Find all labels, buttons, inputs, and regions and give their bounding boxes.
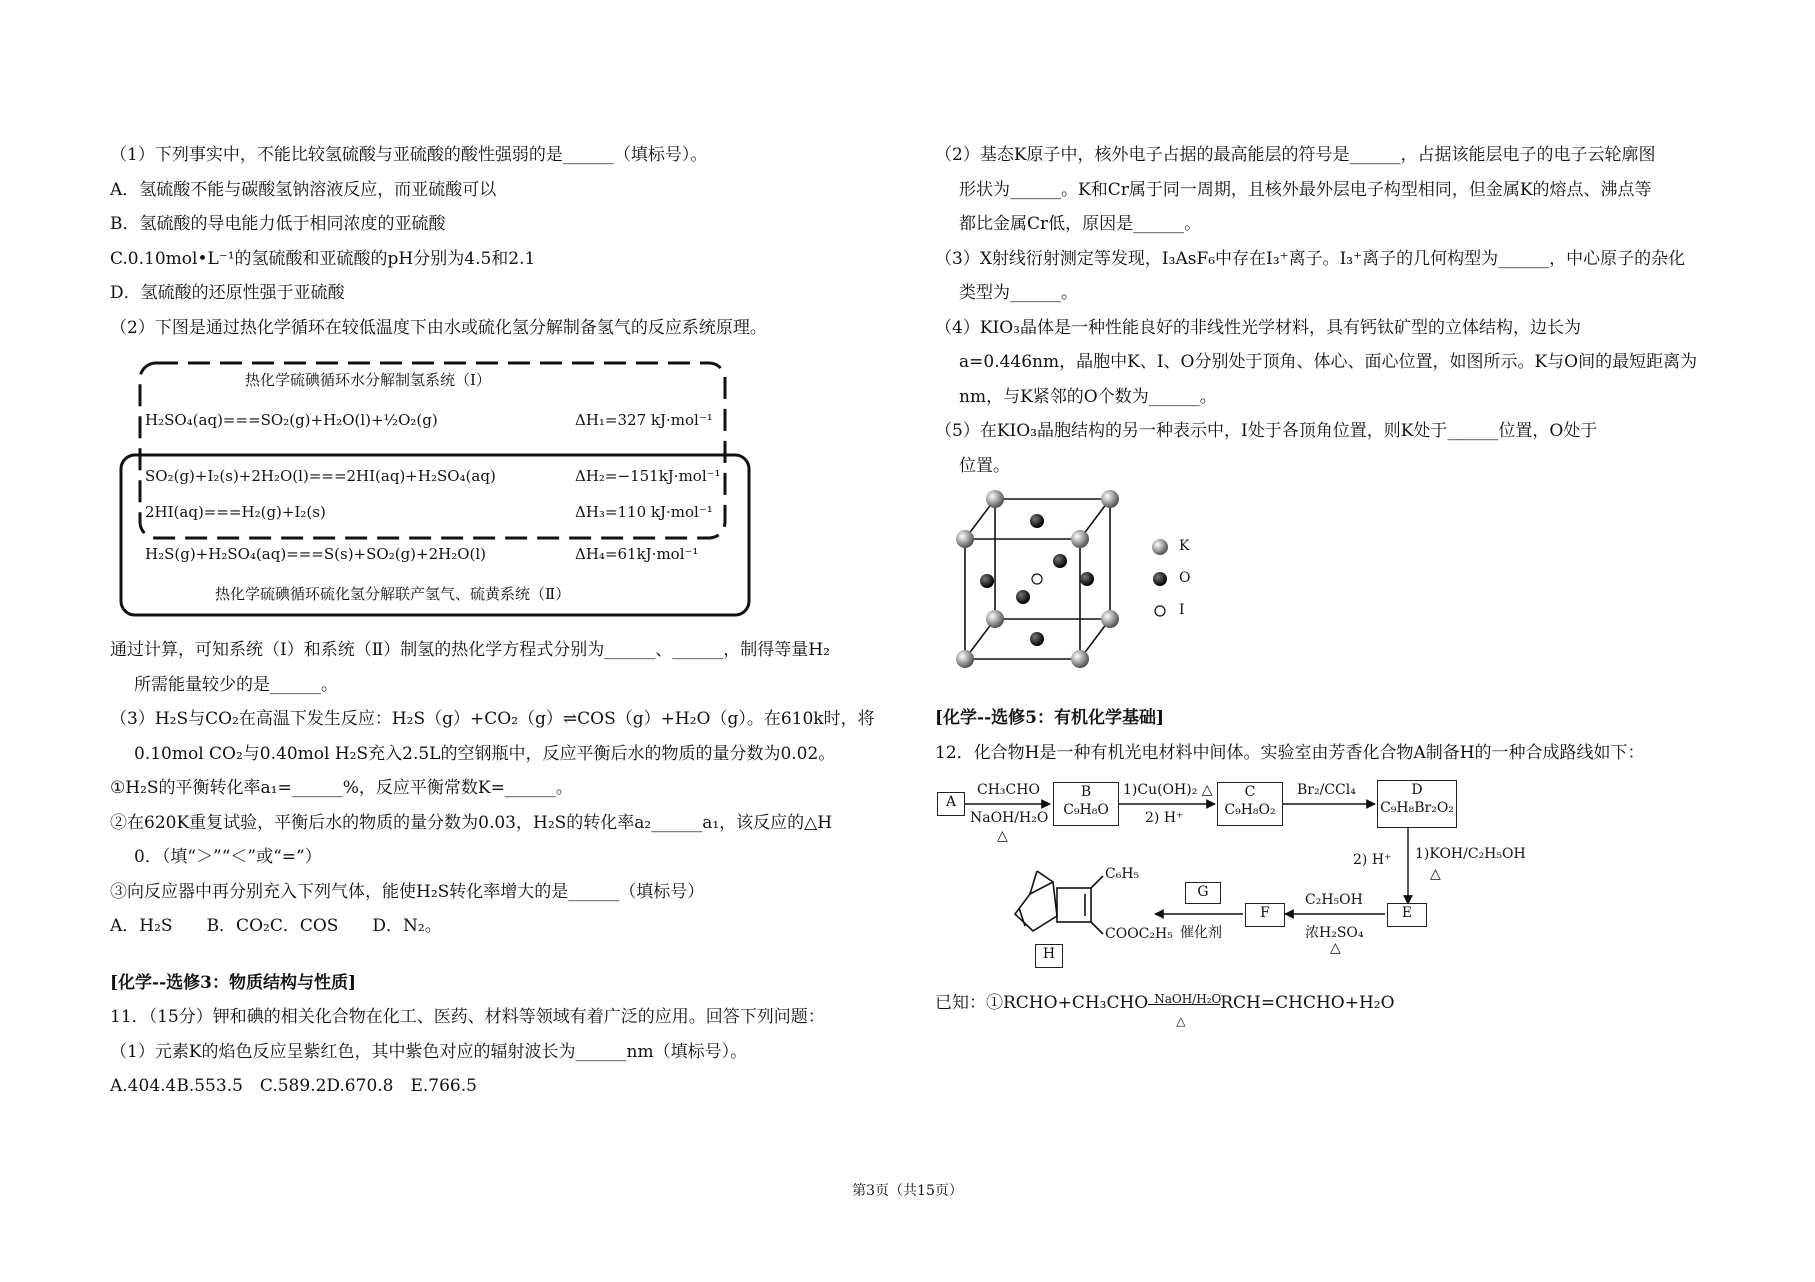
known-reaction: [935, 986, 1715, 1028]
legend-i-swatch: [1155, 606, 1165, 616]
arrow-2-condition: 2) H⁺: [1145, 810, 1184, 826]
reaction-1-dh: ΔH₁=327 kJ·mol⁻¹: [575, 411, 713, 429]
q11-part-3b: 类型为______。: [959, 283, 1078, 303]
q1-option-c: C.0.10mol•L⁻¹的氢硫酸和亚硫酸的pH分别为4.5和2.1: [110, 248, 536, 269]
q1-title: （1）下列事实中，不能比较氢硫酸与亚硫酸的酸性强弱的是______（填标号）。: [110, 145, 708, 165]
arrow-1-heat: △: [997, 828, 1008, 844]
q11-part-5b: 位置。: [959, 455, 1010, 476]
arrow-4-step-2: 2) H⁺: [1353, 852, 1392, 868]
kio3-unit-cell-figure: [935, 489, 1215, 679]
h-substituent-ester: COOC₂H₅: [1105, 926, 1173, 942]
arrow-3-reagent: Br₂/CCl₄: [1297, 782, 1356, 798]
section-3-title: [化学--选修3：物质结构与性质]: [110, 972, 357, 993]
q3-text-2: 0.10mol CO₂与0.40mol H₂S充入2.5L的空钢瓶中，反应平衡后水的物质的量分数为0.02。: [134, 743, 836, 764]
known-prefix: 已知：①RCHO+CH₃CHO: [935, 993, 1149, 1013]
legend-i-label: I: [1179, 602, 1185, 618]
q11-part-4a: （4）KIO₃晶体是一种性能良好的非线性光学材料，具有钙钛矿型的立体结构，边长为: [935, 317, 1581, 338]
compound-g: G: [1185, 882, 1221, 904]
reaction-1: H₂SO₄(aq)===SO₂(g)+H₂O(l)+½O₂(g): [145, 411, 438, 429]
q3-options: A．H₂S B．CO₂C．COS D．N₂。: [110, 916, 442, 936]
right-column: [935, 138, 1715, 1028]
structure-h-skeleton: [1015, 871, 1103, 934]
legend-o-label: O: [1179, 570, 1191, 586]
legend-k-swatch: [1152, 539, 1168, 555]
compound-b: [1053, 782, 1119, 826]
iodine-atom: [1032, 574, 1042, 584]
compound-f: F: [1245, 903, 1285, 927]
q11-title: 11．（15分）钾和碘的相关化合物在化工、医药、材料等领域有着广泛的应用。回答下列问题：: [110, 1007, 825, 1027]
q1-option-d: D．氢硫酸的还原性强于亚硫酸: [110, 283, 345, 303]
known-condition: [1148, 991, 1222, 1028]
h-substituent-phenyl: C₆H₅: [1105, 866, 1140, 882]
known-condition-top: NaOH/H₂O: [1154, 991, 1222, 1006]
q3-part-ii: ②在620K重复试验，平衡后水的物质的量分数为0.03，H₂S的转化率a₂______a₁，该反应的△H: [110, 812, 833, 833]
arrow-2-reagent: 1)Cu(OH)₂ △: [1123, 782, 1213, 798]
known-condition-bottom: △: [1176, 1013, 1186, 1028]
system-2-title: 热化学硫碘循环硫化氢分解联产氢气、硫黄系统（Ⅱ）: [215, 585, 571, 603]
compound-d: [1377, 780, 1457, 828]
arrow-6-catalyst: 催化剂: [1180, 925, 1222, 941]
q1-option-a: A．氢硫酸不能与碳酸氢钠溶液反应，而亚硫酸可以: [110, 179, 497, 200]
q3-part-iii: ③向反应器中再分别充入下列气体，能使H₂S转化率增大的是______（填标号）: [110, 881, 705, 902]
compound-d-formula: C₉H₈Br₂O₂: [1380, 800, 1454, 816]
compound-d-label: D: [1411, 782, 1423, 798]
reaction-2: SO₂(g)+I₂(s)+2H₂O(l)===2HI(aq)+H₂SO₄(aq): [145, 467, 496, 485]
q11-part-3a: （3）X射线衍射测定等发现，I₃AsF₆中存在I₃⁺离子。I₃⁺离子的几何构型为______，中心原子的杂化: [935, 248, 1686, 269]
q11-part-2b: 形状为______。K和Cr属于同一周期，且核外最外层电子构型相同，但金属K的熔点、沸点等: [959, 179, 1652, 200]
q11-part-4c: nm，与K紧邻的O个数为______。: [959, 386, 1217, 407]
q12-title: 12．化合物H是一种有机光电材料中间体。实验室由芳香化合物A制备H的一种合成路线如下：: [935, 742, 1645, 763]
q11-part-1: （1）元素K的焰色反应呈紫红色，其中紫色对应的辐射波长为______nm（填标号）。: [110, 1041, 748, 1062]
compound-a: A: [937, 792, 965, 816]
q11-part-4b: a=0.446nm，晶胞中K、I、O分别处于顶角、体心、面心位置，如图所示。K与O间的最短距离为: [959, 352, 1698, 372]
compound-c: [1217, 782, 1283, 826]
legend-k-label: K: [1179, 538, 1190, 554]
q11-part-5a: （5）在KIO₃晶胞结构的另一种表示中，I处于各顶角位置，则K处于______位置，O处于: [935, 421, 1598, 441]
q3-part-ii-2: 0．（填“＞”“＜”或“=”）: [134, 847, 322, 867]
page-footer: 第3页（共15页）: [852, 1183, 963, 1199]
arrow-4-step-1: 1)KOH/C₂H₅OH: [1415, 846, 1526, 862]
reaction-4: H₂S(g)+H₂SO₄(aq)===S(s)+SO₂(g)+2H₂O(l): [145, 545, 487, 563]
compound-c-label: C: [1244, 784, 1256, 800]
left-column: [110, 138, 900, 1104]
compound-b-label: B: [1080, 784, 1092, 800]
system-1-title: 热化学硫碘循环水分解制氢系统（Ⅰ）: [245, 371, 491, 389]
synthesis-route-diagram: [935, 776, 1735, 976]
q2-title: （2）下图是通过热化学循环在较低温度下由水或硫化氢分解制备氢气的反应系统原理。: [110, 317, 767, 338]
q2-text-2: 所需能量较少的是______。: [134, 674, 338, 695]
q1-option-b: B．氢硫酸的导电能力低于相同浓度的亚硫酸: [110, 214, 446, 234]
q3-part-i: ①H₂S的平衡转化率a₁=______%，反应平衡常数K=______。: [110, 778, 573, 798]
q3-text-1: （3）H₂S与CO₂在高温下发生反应：H₂S（g）+CO₂（g）⇌COS（g）+H₂O（g）。在610k时，将: [110, 709, 875, 729]
section-5-title: [化学--选修5：有机化学基础]: [935, 708, 1165, 728]
thermochemical-cycle-diagram: [115, 355, 755, 625]
reaction-3-dh: ΔH₃=110 kJ·mol⁻¹: [575, 503, 713, 521]
known-suffix: RCH=CHCHO+H₂O: [1220, 993, 1395, 1013]
q11-part-1-options: A.404.4B.553.5 C.589.2D.670.8 E.766.5: [110, 1076, 477, 1096]
arrow-5-heat: △: [1330, 940, 1341, 956]
reaction-3: 2HI(aq)===H₂(g)+I₂(s): [145, 503, 326, 521]
compound-c-formula: C₉H₈O₂: [1224, 802, 1276, 818]
arrow-1-condition: NaOH/H₂O: [970, 810, 1049, 826]
legend-o-swatch: [1153, 572, 1167, 586]
q11-part-2c: 都比金属Cr低，原因是______。: [959, 214, 1202, 234]
reaction-4-dh: ΔH₄=61kJ·mol⁻¹: [575, 545, 699, 563]
compound-h: H: [1035, 944, 1063, 968]
arrow-1-reagent: CH₃CHO: [977, 782, 1040, 798]
unit-cell-drawing: [935, 489, 1215, 679]
compound-b-formula: C₉H₈O: [1063, 802, 1109, 818]
compound-e: E: [1387, 903, 1427, 927]
q11-part-2a: （2）基态K原子中，核外电子占据的最高能层的符号是______，占据该能层电子的电子云轮廓图: [935, 145, 1656, 165]
arrow-5-reagent: C₂H₅OH: [1305, 892, 1363, 908]
arrow-4-heat: △: [1430, 866, 1441, 882]
reaction-2-dh: ΔH₂=−151kJ·mol⁻¹: [575, 467, 721, 485]
q2-text-1: 通过计算，可知系统（Ⅰ）和系统（Ⅱ）制氢的热化学方程式分别为______、______，制得等量H₂: [110, 640, 830, 660]
arrow-5-condition: 浓H₂SO₄: [1305, 925, 1364, 941]
